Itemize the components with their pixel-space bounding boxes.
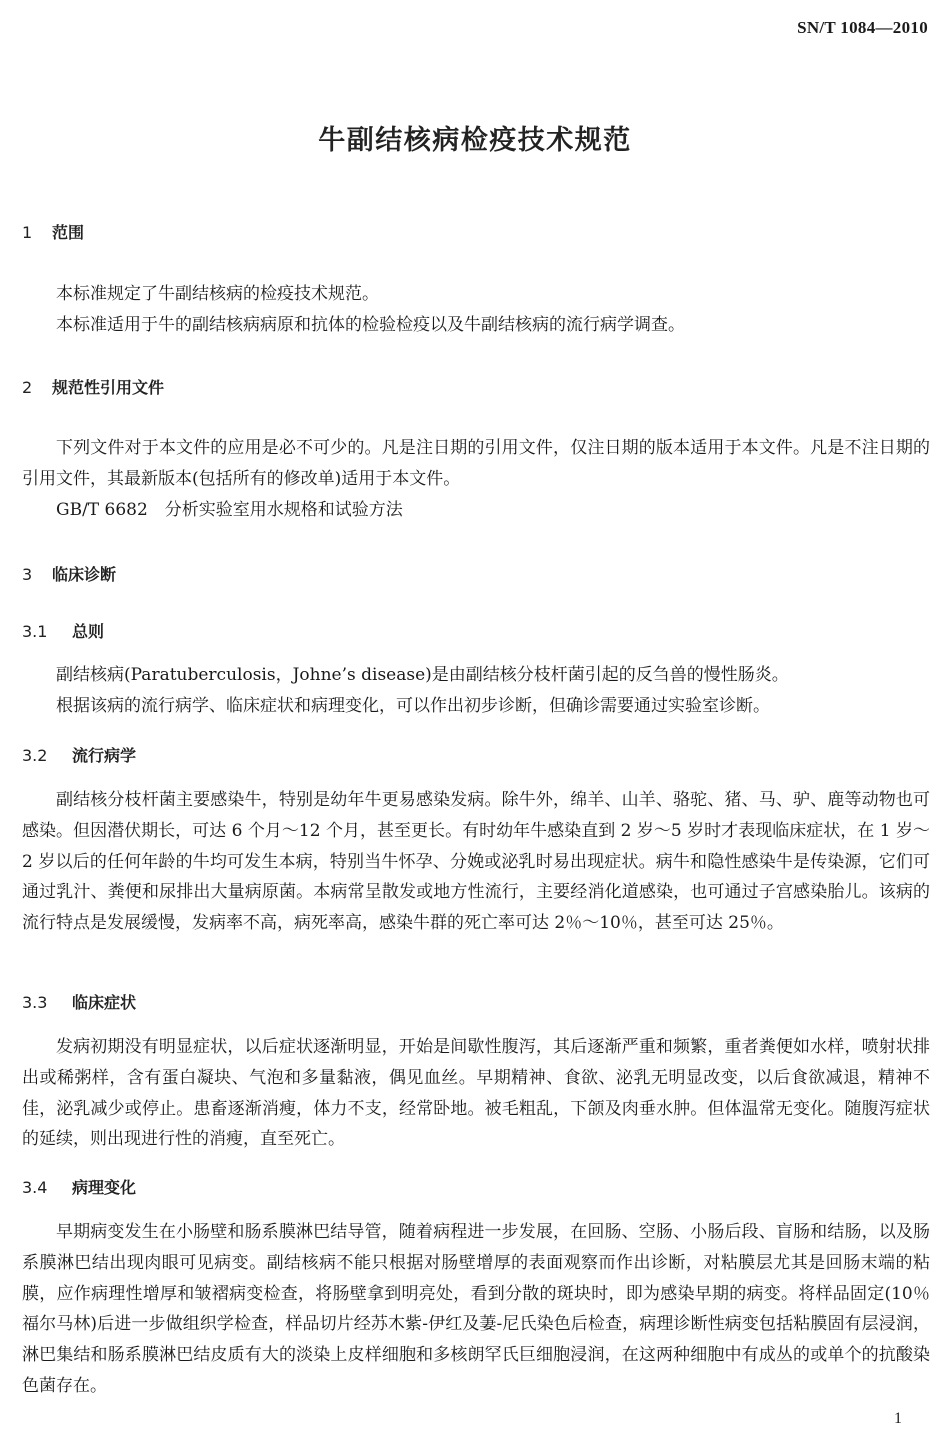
- section-number: 3: [22, 565, 33, 584]
- paragraph: 副结核病(Paratuberculosis，Johne’s disease)是由副结核分枝杆菌引起的反刍兽的慢性肠炎。: [56, 665, 789, 685]
- section-title: 总则: [72, 622, 105, 641]
- section-title: 临床症状: [72, 993, 137, 1012]
- section-title: 范围: [52, 223, 85, 242]
- referenced-document: GB/T 6682 分析实验室用水规格和试验方法: [56, 499, 403, 520]
- paragraph: 早期病变发生在小肠壁和肠系膜淋巴结导管，随着病程进一步发展，在回肠、空肠、小肠后段、盲肠和结肠，以及肠系膜淋巴结出现肉眼可见病变。副结核病不能只根据对肠壁增厚的表面观察而作出诊断，对粘膜层尤其是回肠末端的粘膜，应作病理性增厚和皱褶病变检查，将肠壁拿到明亮处，看到分散的斑块时，即为感染早期的病变。将样品固定(10％福尔马林)后进一步做组织学检查，样品切片经苏木紫-伊红及萋-尼氏染色后检查，病理诊断性病变包括粘膜固有层浸润，淋巴集结和肠系膜淋巴结皮质有大的淡染上皮样细胞和多核朗罕氏巨细胞浸润，在这两种细胞中有成丛的或单个的抗酸染色菌存在。: [22, 1222, 930, 1396]
- paragraph: 下列文件对于本文件的应用是必不可少的。凡是注日期的引用文件，仅注日期的版本适用于本文件。凡是不注日期的引用文件，其最新版本(包括所有的修改单)适用于本文件。: [22, 438, 930, 489]
- paragraph: 根据该病的流行病学、临床症状和病理变化，可以作出初步诊断，但确诊需要通过实验室诊断。: [56, 695, 770, 716]
- section-2-heading: [22, 375, 164, 398]
- section-number: 2: [22, 378, 33, 397]
- section-number: 3.1: [22, 622, 48, 641]
- section-3-2-heading: [22, 743, 136, 766]
- section-3-4-body: [22, 1217, 930, 1402]
- section-number: 3.4: [22, 1178, 48, 1197]
- section-1-heading: [22, 220, 84, 243]
- section-2-body: [22, 433, 930, 525]
- section-3-3-heading: [22, 990, 136, 1013]
- section-1-body: [22, 279, 930, 341]
- paragraph: 副结核分枝杆菌主要感染牛，特别是幼年牛更易感染发病。除牛外，绵羊、山羊、骆驼、猪、马、驴、鹿等动物也可感染。但因潜伏期长，可达 6 个月～12 个月，甚至更长。有时幼年牛感染直到 2 岁～5 岁时才表现临床症状，在 1 岁～2 岁以后的任何年龄的牛均可发生本病，特别当牛怀孕、分娩或泌乳时易出现症状。病牛和隐性感染牛是传染源，它们可通过乳汁、粪便和尿排出大量病原菌。本病常呈散发或地方性流行，主要经消化道感染，也可通过子宫感染胎儿。该病的流行特点是发展缓慢，发病率不高，病死率高，感染牛群的死亡率可达 2％～10％，甚至可达 25％。: [22, 790, 930, 934]
- section-number: 3.3: [22, 993, 48, 1012]
- paragraph: 本标准规定了牛副结核病的检疫技术规范。: [56, 284, 379, 304]
- section-3-1-heading: [22, 619, 104, 642]
- section-title: 规范性引用文件: [52, 378, 165, 397]
- section-title: 病理变化: [72, 1178, 137, 1197]
- section-3-4-heading: [22, 1175, 136, 1198]
- section-3-2-body: [22, 785, 930, 939]
- standard-code: SN/T 1084—2010: [797, 18, 928, 37]
- paragraph: 发病初期没有明显症状，以后症状逐渐明显，开始是间歇性腹泻，其后逐渐严重和频繁，重者粪便如水样，喷射状排出或稀粥样，含有蛋白凝块、气泡和多量黏液，偶见血丝。早期精神、食欲、泌乳无明显改变，以后食欲减退，精神不佳，泌乳减少或停止。患畜逐渐消瘦，体力不支，经常卧地。被毛粗乱，下颌及肉垂水肿。但体温常无变化。随腹泻症状的延续，则出现进行性的消瘦，直至死亡。: [22, 1037, 930, 1150]
- page-number: 1: [894, 1410, 902, 1427]
- section-3-heading: [22, 562, 116, 585]
- section-3-1-body: [22, 660, 930, 722]
- document-title: 牛副结核病检疫技术规范: [318, 125, 632, 156]
- section-number: 1: [22, 223, 33, 242]
- paragraph: 本标准适用于牛的副结核病病原和抗体的检验检疫以及牛副结核病的流行病学调查。: [56, 314, 685, 335]
- section-title: 临床诊断: [52, 565, 117, 584]
- section-number: 3.2: [22, 746, 48, 765]
- section-3-3-body: [22, 1032, 930, 1155]
- section-title: 流行病学: [72, 746, 137, 765]
